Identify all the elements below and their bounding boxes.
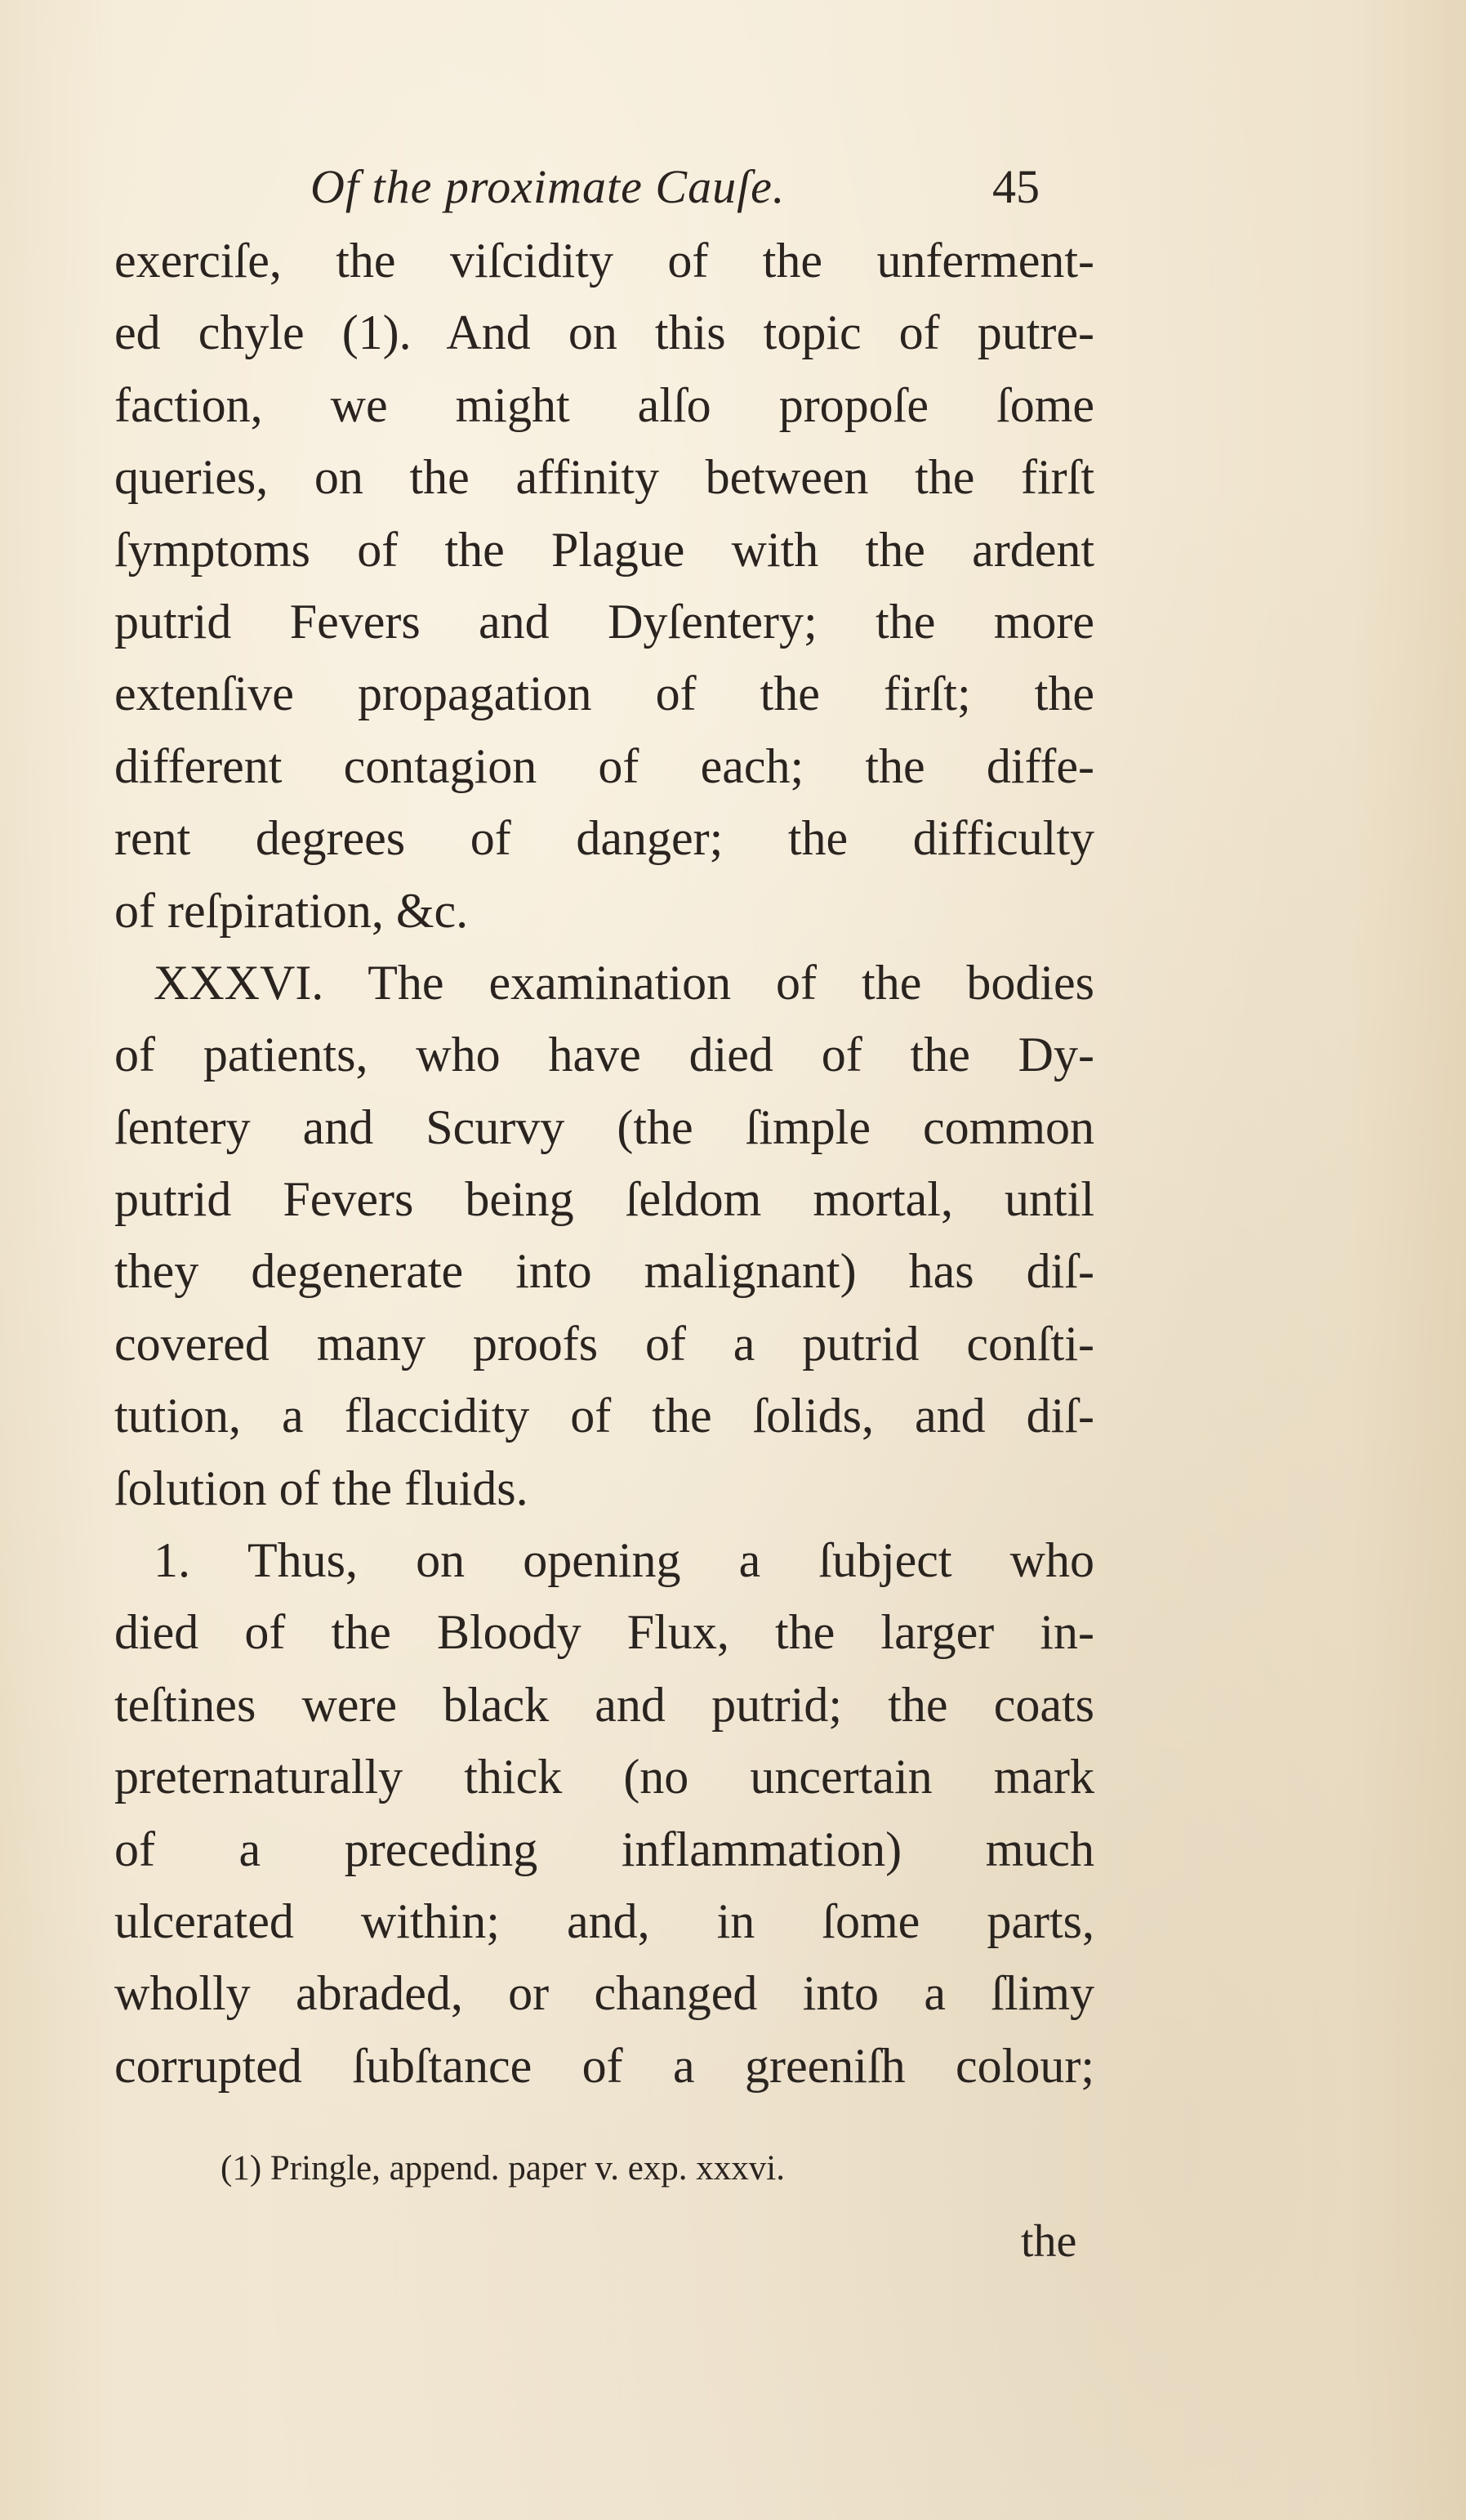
page-number: 45 — [992, 160, 1040, 213]
paragraph-start-line: 1. Thus, on opening a ſubject who — [154, 1533, 1094, 1588]
section-heading-line: XXXVI. The examination of the bodies — [154, 955, 1094, 1010]
text-line: ed chyle (1). And on this topic of putre- — [114, 306, 1094, 360]
footnote: (1) Pringle, append. paper v. exp. xxxvi. — [221, 2149, 786, 2188]
text-line: faction, we might alſo propoſe ſome — [114, 377, 1094, 432]
text-line: putrid Fevers and Dyſentery; the more — [114, 594, 1094, 649]
text-line: exerciſe, the viſcidity of the unferment- — [114, 234, 1094, 288]
text-line: teſtines were black and putrid; the coats — [114, 1677, 1094, 1732]
body-text — [114, 225, 1094, 2102]
text-line: tution, a flaccidity of the ſolids, and diſ- — [114, 1389, 1094, 1443]
text-line: of patients, who have died of the Dy- — [114, 1028, 1094, 1082]
text-line: rent degrees of danger; the difficulty — [114, 811, 1094, 866]
text-line: covered many proofs of a putrid conſti- — [114, 1316, 1094, 1371]
text-line: of a preceding inflammation) much — [114, 1822, 1094, 1876]
running-title: Of the proximate Cauſe. — [310, 160, 786, 213]
text-line: ſymptoms of the Plague with the ardent — [114, 522, 1094, 577]
text-line: queries, on the affinity between the firſt — [114, 450, 1094, 505]
text-line: putrid Fevers being ſeldom mortal, until — [114, 1172, 1094, 1227]
text-line: extenſive propagation of the firſt; the — [114, 667, 1094, 721]
text-line: ſentery and Scurvy (the ſimple common — [114, 1099, 1094, 1154]
text-line: different contagion of each; the diffe- — [114, 738, 1094, 793]
page-header — [114, 159, 1094, 233]
text-line: they degenerate into malignant) has diſ- — [114, 1244, 1094, 1299]
text-line: ſolution of the fluids. — [114, 1461, 528, 1515]
text-line: corrupted ſubſtance of a greeniſh colour; — [114, 2038, 1094, 2093]
text-line: of reſpiration, &c. — [114, 883, 469, 938]
catchword: the — [1021, 2216, 1077, 2267]
text-line: died of the Bloody Flux, the larger in- — [114, 1605, 1094, 1660]
text-line: preternaturally thick (no uncertain mark — [114, 1750, 1094, 1804]
text-line: wholly abraded, or changed into a ſlimy — [114, 1966, 1094, 2021]
text-line: ulcerated within; and, in ſome parts, — [114, 1893, 1094, 1948]
